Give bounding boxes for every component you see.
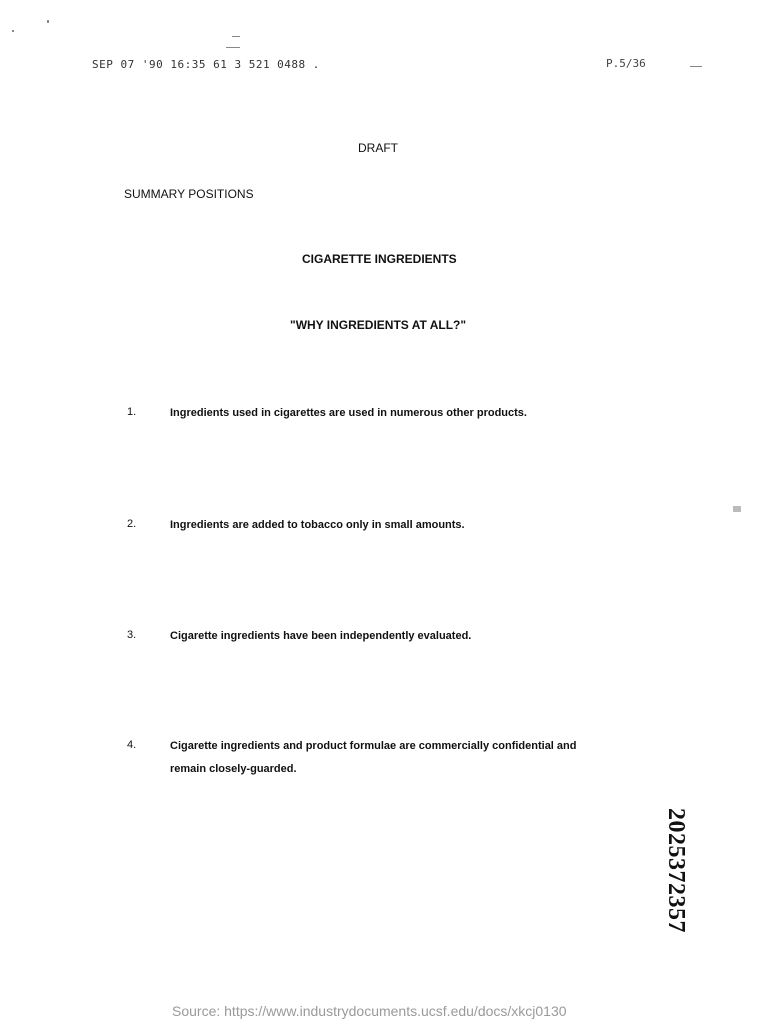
- draft-label: DRAFT: [358, 141, 398, 155]
- list-item-number: 2.: [127, 518, 137, 530]
- bates-number: 2025372357: [663, 808, 689, 933]
- list-item-number: 4.: [127, 739, 137, 751]
- list-item-text: Ingredients are added to tobacco only in small amounts.: [170, 519, 465, 531]
- scan-speck: [12, 30, 14, 32]
- list-item-text: Ingredients used in cigarettes are used in numerous other products.: [170, 407, 527, 419]
- scan-speck: [47, 20, 49, 23]
- section-heading: SUMMARY POSITIONS: [124, 187, 254, 201]
- fax-page-number: P.5/36: [606, 57, 646, 70]
- list-item-text: Cigarette ingredients and product formulae are commercially confidential and remain closely-guarded.: [170, 740, 577, 775]
- document-subject: CIGARETTE INGREDIENTS: [302, 252, 457, 266]
- list-item-text: Cigarette ingredients have been independently evaluated.: [170, 630, 472, 642]
- list-item-number: 1.: [127, 406, 137, 418]
- document-question: "WHY INGREDIENTS AT ALL?": [290, 318, 467, 332]
- scan-speck: [690, 66, 702, 67]
- scan-speck: [226, 47, 240, 48]
- scan-speck: [232, 36, 240, 37]
- fax-transmission-header: SEP 07 '90 16:35 61 3 521 0488 .: [92, 58, 320, 71]
- scan-speck: [733, 506, 741, 512]
- list-item-number: 3.: [127, 629, 137, 641]
- source-citation: Source: https://www.industrydocuments.ucsf.edu/docs/xkcj0130: [172, 1003, 567, 1019]
